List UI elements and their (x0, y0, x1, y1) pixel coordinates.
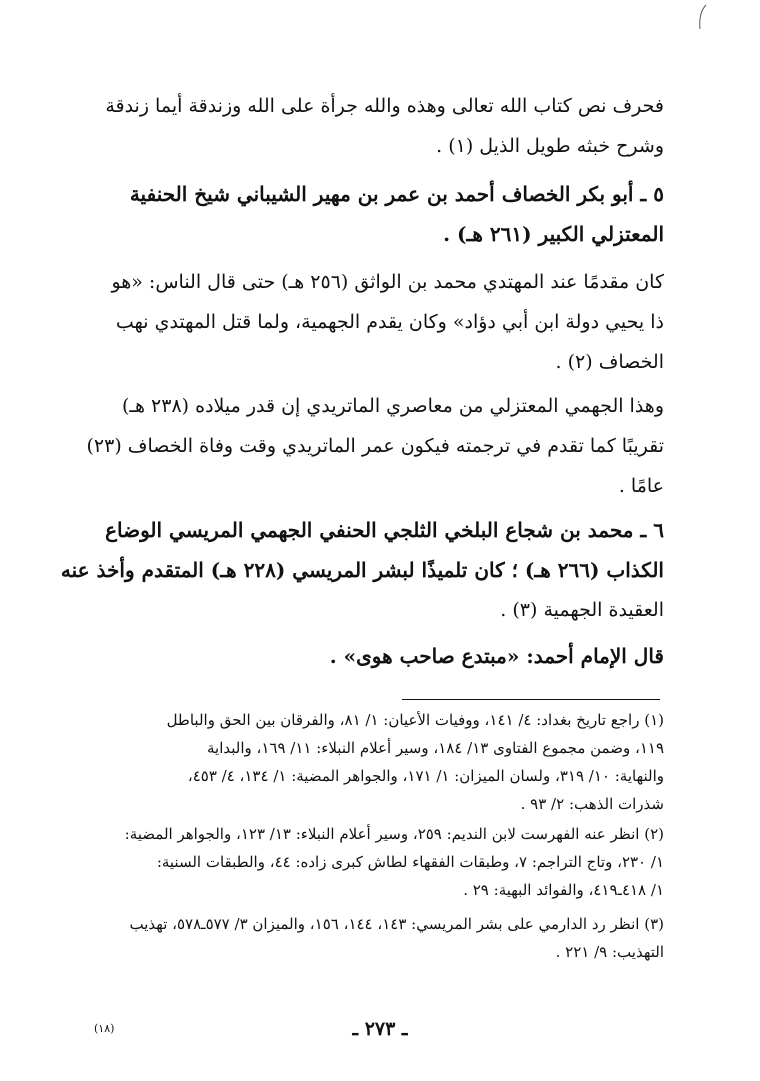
footnote-line: (١) راجع تاريخ بغداد: ٤/ ١٤١، ووفيات الأعيان: ١/ ٨١، والفرقان بين الحق والباطل (166, 711, 664, 729)
paragraph-line: الخصاف (٢) . (555, 351, 664, 373)
heading-line: الكذاب (٢٦٦ هـ) ؛ كان تلميذًا لبشر المريسي (٢٢٨ هـ) المتقدم وأخذ عنه (60, 558, 664, 582)
footnote-line: (٢) انظر عنه الفهرست لابن النديم: ٢٥٩، وسير أعلام النبلاء: ١٣/ ١٢٣، والجواهر المضية: (124, 825, 664, 843)
paragraph-line: قال الإمام أحمد: «مبتدع صاحب هوى» . (329, 644, 664, 668)
section-heading-5 (92, 174, 664, 254)
footnote-2 (92, 820, 664, 904)
page-number: ـ ٢٧٣ ـ (352, 1018, 408, 1040)
paragraph-6 (92, 636, 664, 676)
paragraph-line: العقيدة الجهمية (٣) . (500, 599, 664, 621)
paragraph-line: فحرف نص كتاب الله تعالى وهذه والله جرأة على الله وزندقة أيما زندقة (105, 95, 664, 117)
footnote-line: التهذيب: ٩/ ٢٢١ . (555, 943, 664, 961)
footnote-line: والنهاية: ١٠/ ٣١٩، ولسان الميزان: ١/ ١٧١، والجواهر المضية: ١/ ١٣٤، ٤/ ٤٥٣، (187, 767, 664, 785)
section-heading-6 (60, 510, 664, 630)
paragraph-3 (92, 262, 664, 382)
footnotes-divider (402, 699, 660, 700)
paragraph-line: وهذا الجهمي المعتزلي من معاصري الماتريدي إن قدر ميلاده (٢٣٨ هـ) (122, 395, 664, 417)
heading-line: المعتزلي الكبير (٢٦١ هـ) . (443, 222, 664, 246)
footnote-line: ١/ ٢٣٠، وتاج التراجم: ٧، وطبقات الفقهاء لطاش كبرى زاده: ٤٤، والطبقات السنية: (156, 853, 664, 871)
corner-scan-mark (697, 4, 707, 30)
paragraph-4 (86, 386, 664, 506)
signature-mark: (١٨) (94, 1022, 115, 1035)
footnote-line: شذرات الذهب: ٢/ ٩٣ . (520, 795, 664, 813)
paragraph-line: عامًا . (618, 475, 664, 497)
footnote-1 (92, 706, 664, 818)
footnote-line: ١/ ٤١٨ـ٤١٩، والفوائد البهية: ٢٩ . (463, 881, 664, 899)
heading-line: ٥ ـ أبو بكر الخصاف أحمد بن عمر بن مهير الشيباني شيخ الحنفية (129, 182, 664, 206)
paragraph-line: ذا يحيي دولة ابن أبي دؤاد» وكان يقدم الجهمية، ولما قتل المهتدي نهب (115, 311, 664, 333)
footnote-line: ١١٩، وضمن مجموع الفتاوى ١٣/ ١٨٤، وسير أعلام النبلاء: ١١/ ١٦٩، والبداية (206, 739, 664, 757)
paragraph-line: وشرح خبثه طويل الذيل (١) . (436, 135, 664, 157)
footnote-3 (92, 910, 664, 966)
heading-line: ٦ ـ محمد بن شجاع البلخي الثلجي الحنفي الجهمي المريسي الوضاع (105, 518, 664, 542)
paragraph-line: كان مقدمًا عند المهتدي محمد بن الواثق (٢٥٦ هـ) حتى قال الناس: «هو (111, 271, 664, 293)
paragraph-line: تقريبًا كما تقدم في ترجمته فيكون عمر الماتريدي وقت وفاة الخصاف (٢٣) (86, 435, 664, 457)
paragraph-1 (92, 86, 664, 166)
footnote-line: (٣) انظر رد الدارمي على بشر المريسي: ١٤٣، ١٤٤، ١٥٦، والميزان ٣/ ٥٧٧ـ٥٧٨، تهذيب (129, 915, 664, 933)
